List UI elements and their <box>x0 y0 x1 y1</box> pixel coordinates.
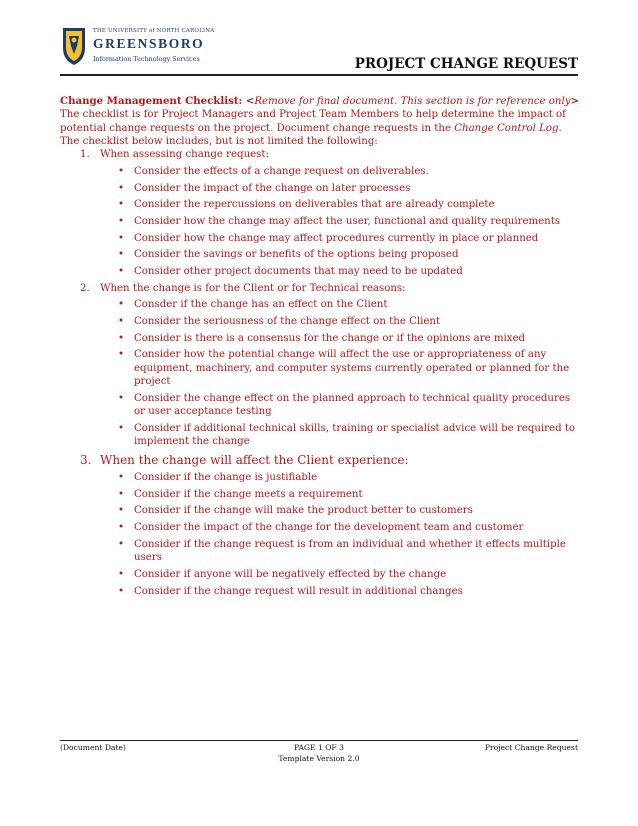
list-item-text: Consider other project documents that may need to be updated <box>134 266 463 277</box>
list-item-text: Consider the impact of the change on later processes <box>134 182 411 194</box>
list-item-text: Consider if the change will make the product better to customers <box>134 505 473 517</box>
section-heading <box>80 148 580 161</box>
list-item-text: Consider if the change meets a requirement <box>134 488 363 500</box>
logo-university-text: THE UNIVERSITY of NORTH CAROLINA <box>93 28 215 34</box>
footer-document-date: (Document Date) <box>60 743 126 752</box>
list-item <box>60 422 580 449</box>
bullet-list <box>60 165 580 278</box>
intro-text-end: . The checklist below includes, but is not limited the following: <box>60 122 562 147</box>
checklist-sections <box>60 148 580 598</box>
section-heading <box>80 282 580 295</box>
footer-page-number: PAGE 1 OF 3 <box>294 743 344 752</box>
list-item-text: Consider if anyone will be negatively effected by the change <box>134 568 447 580</box>
list-item-text: Consider if additional technical skills, training or specialist advice will be required to implement the change <box>134 422 576 447</box>
footer-document-name: Project Change Request <box>484 743 578 752</box>
section-title: When the change will affect the Client experience: <box>100 452 409 467</box>
bullet-list <box>60 298 580 448</box>
list-item <box>60 248 580 261</box>
list-item <box>60 585 580 598</box>
list-item-text: Consider if the change request will result in additional changes <box>134 585 463 597</box>
bullet-icon: • <box>118 266 125 277</box>
list-item-text: Consider the impact of the change for the development team and customer <box>134 522 524 534</box>
list-item-text: Consider if the change request is from an individual and whether it effects multiple users <box>134 538 566 564</box>
section-heading <box>80 452 580 468</box>
list-item <box>60 198 580 211</box>
list-item-text: Consider how the change may affect procedures currently in place or planned <box>134 232 539 244</box>
list-item <box>60 315 580 328</box>
list-item <box>60 265 580 278</box>
footer-divider <box>60 740 578 741</box>
bullet-icon: • <box>118 505 125 517</box>
bullet-icon: • <box>118 316 125 328</box>
list-item <box>60 332 580 345</box>
list-item-text: Consider the effects of a change request on deliverables. <box>134 165 429 177</box>
list-item <box>60 392 580 419</box>
bullet-icon: • <box>118 349 125 361</box>
list-item-text: Consider if the change is justifiable <box>134 472 318 484</box>
section-title: When the change is for the Client or for Technical reasons: <box>100 282 406 294</box>
list-item-text: Consider how the change may affect the user, functional and quality requirements <box>134 215 561 227</box>
list-item-text: Consider the seriousness of the change effect on the Client <box>134 316 441 328</box>
list-item <box>60 165 580 178</box>
list-item <box>60 298 580 311</box>
list-item <box>60 215 580 228</box>
bullet-icon: • <box>118 199 125 211</box>
logo-campus-text: GREENSBORO <box>93 36 205 51</box>
logo-department-text: Information Technology Services <box>93 55 200 63</box>
list-item-text: Consider the change effect on the planned approach to technical quality procedures or user acceptance testing <box>134 392 571 418</box>
list-item <box>60 348 580 388</box>
checklist-section-1 <box>80 148 580 278</box>
bullet-icon: • <box>118 182 125 194</box>
bullet-icon: • <box>118 568 125 580</box>
list-item <box>60 232 580 245</box>
list-item-text: Consider how the potential change will affect the use or appropriateness of any equipment, machinery, and computer systems currently operated or planned for the project <box>134 349 570 388</box>
checklist-heading-note: Remove for final document. This section is for reference only <box>254 96 571 107</box>
footer-template-version: Template Version 2.0 <box>278 754 360 763</box>
section-number: 3. <box>80 452 92 467</box>
list-item-text: Consider is there is a consensus for the change or if the opinions are mixed <box>134 332 526 344</box>
intro-text-start: The checklist is for Project Managers and Project Team Members to help determine the impact of potential change requests on the project. Document change requests in the <box>60 109 566 134</box>
list-item <box>60 182 580 195</box>
list-item <box>60 471 580 484</box>
header-divider <box>60 74 578 76</box>
shield-icon <box>61 26 87 66</box>
bullet-icon: • <box>118 422 125 434</box>
bullet-icon: • <box>118 392 125 404</box>
checklist-section-2 <box>80 282 580 449</box>
checklist-section <box>60 95 580 598</box>
checklist-heading <box>60 95 580 108</box>
bullet-icon: • <box>118 488 125 500</box>
checklist-section-3 <box>80 452 580 598</box>
bullet-icon: • <box>118 232 125 244</box>
uncg-its-logo <box>61 24 215 70</box>
section-number: 2. <box>80 282 90 294</box>
bullet-icon: • <box>118 215 125 227</box>
list-item-text: Consder if the change has an effect on the Client <box>134 299 388 311</box>
section-title: When assessing change request: <box>100 149 269 161</box>
bullet-icon: • <box>118 165 125 177</box>
list-item <box>60 504 580 517</box>
list-item <box>60 521 580 534</box>
bullet-icon: • <box>118 522 125 534</box>
checklist-intro <box>60 108 580 148</box>
list-item <box>60 568 580 581</box>
intro-text-log-name: Change Control Log <box>454 122 559 134</box>
bullet-icon: • <box>118 472 125 484</box>
bullet-icon: • <box>118 585 125 597</box>
bullet-icon: • <box>118 332 125 344</box>
bullet-icon: • <box>118 538 125 550</box>
bullet-list <box>60 471 580 598</box>
section-number: 1. <box>80 149 90 161</box>
list-item <box>60 488 580 501</box>
bullet-icon: • <box>118 249 125 261</box>
list-item <box>60 538 580 565</box>
checklist-heading-close: > <box>570 95 580 107</box>
bullet-icon: • <box>118 299 125 311</box>
page-title: PROJECT CHANGE REQUEST <box>354 56 578 72</box>
list-item-text: Consider the repercussions on deliverables that are already complete <box>134 199 495 211</box>
list-item-text: Consider the savings or benefits of the options being proposed <box>134 249 459 261</box>
checklist-heading-bold: Change Management Checklist: < <box>60 95 255 107</box>
